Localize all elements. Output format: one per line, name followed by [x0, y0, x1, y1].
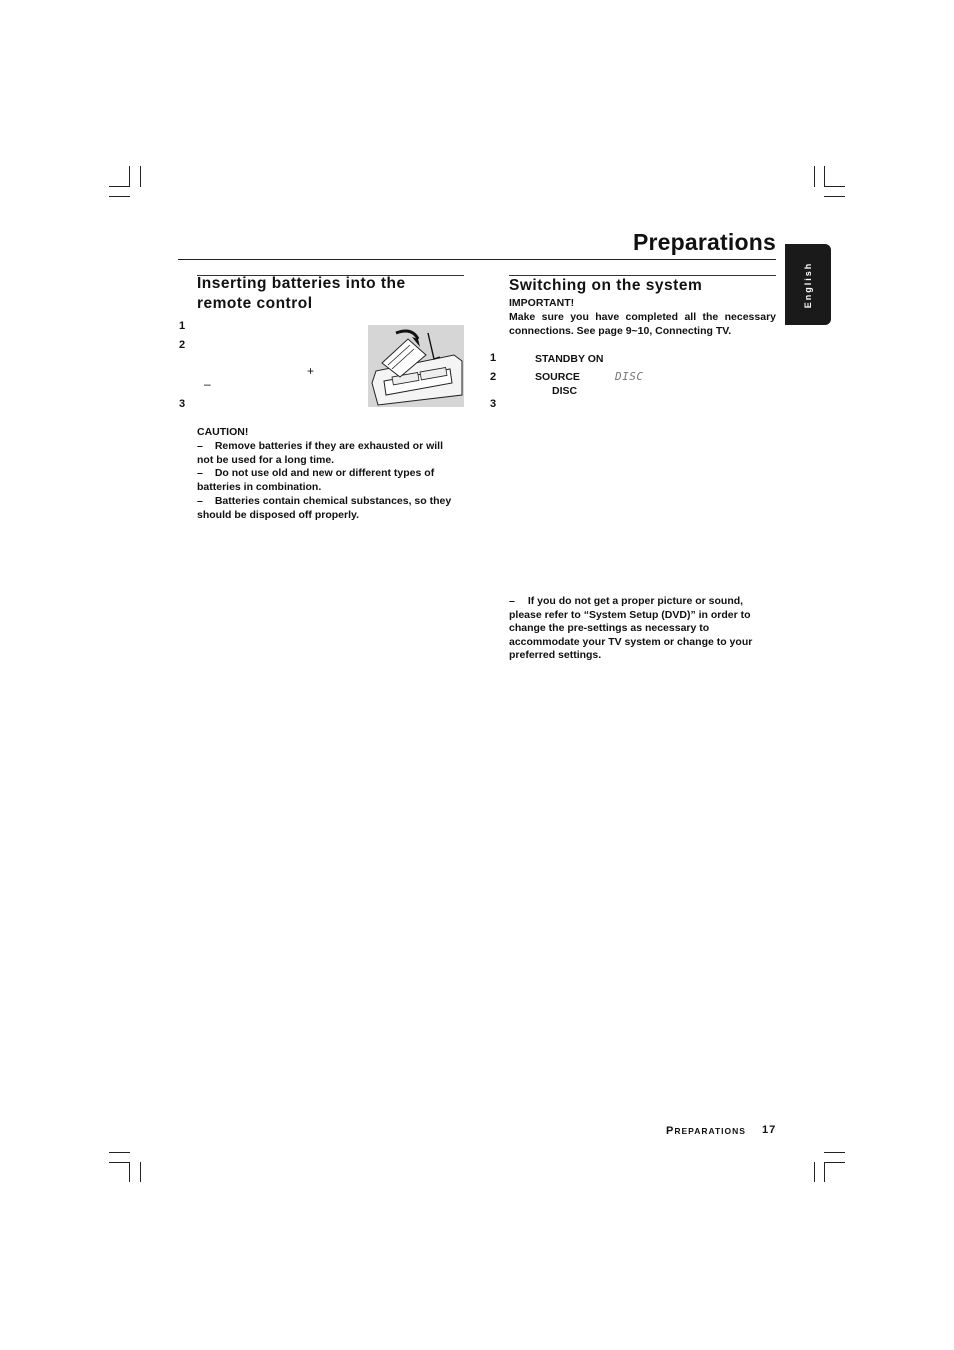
title-rule — [178, 259, 776, 260]
left-section-heading: Inserting batteries into the remote control — [197, 275, 406, 312]
right-section-heading: Switching on the system — [509, 277, 703, 294]
step-number: 2 — [490, 371, 497, 383]
step-number: 3 — [490, 398, 497, 410]
step-number: 1 — [490, 352, 497, 364]
footer-section-label: PREPARATIONS — [666, 1125, 746, 1137]
important-text: Make sure you have completed all the necessary connections. See page 9~10, Connecting TV. — [509, 311, 776, 337]
step-number: 1 — [179, 320, 186, 332]
caution-title: CAUTION! — [197, 426, 249, 438]
setup-note: – If you do not get a proper picture or sound, please refer to “System Setup (DVD)” in order to change the pre-settings as necessary to accommodate your TV system or change to your preferred settings. — [509, 595, 753, 662]
polarity-plus: + — [307, 364, 315, 378]
source-key: SOURCE — [535, 371, 580, 383]
disc-key: DISC — [552, 385, 578, 397]
language-tab — [785, 244, 831, 325]
caution-item: – Remove batteries if they are exhausted or will not be used for a long time. — [197, 440, 444, 466]
important-title: IMPORTANT! — [509, 297, 575, 309]
disc-display-readout: DISC — [615, 370, 644, 383]
page-title: Preparations — [632, 229, 776, 255]
caution-item: – Do not use old and new or different types of batteries in combination. — [197, 467, 435, 493]
standby-on-key: STANDBY ON — [535, 353, 604, 365]
caution-item: – Batteries contain chemical substances, so they should be disposed off properly. — [197, 495, 452, 521]
polarity-minus: – — [204, 377, 211, 391]
battery-insertion-illustration — [368, 325, 464, 407]
language-tab-label: English — [803, 261, 813, 308]
page-number: 17 — [762, 1124, 777, 1136]
step-number: 2 — [179, 339, 186, 351]
step-number: 3 — [179, 398, 186, 410]
